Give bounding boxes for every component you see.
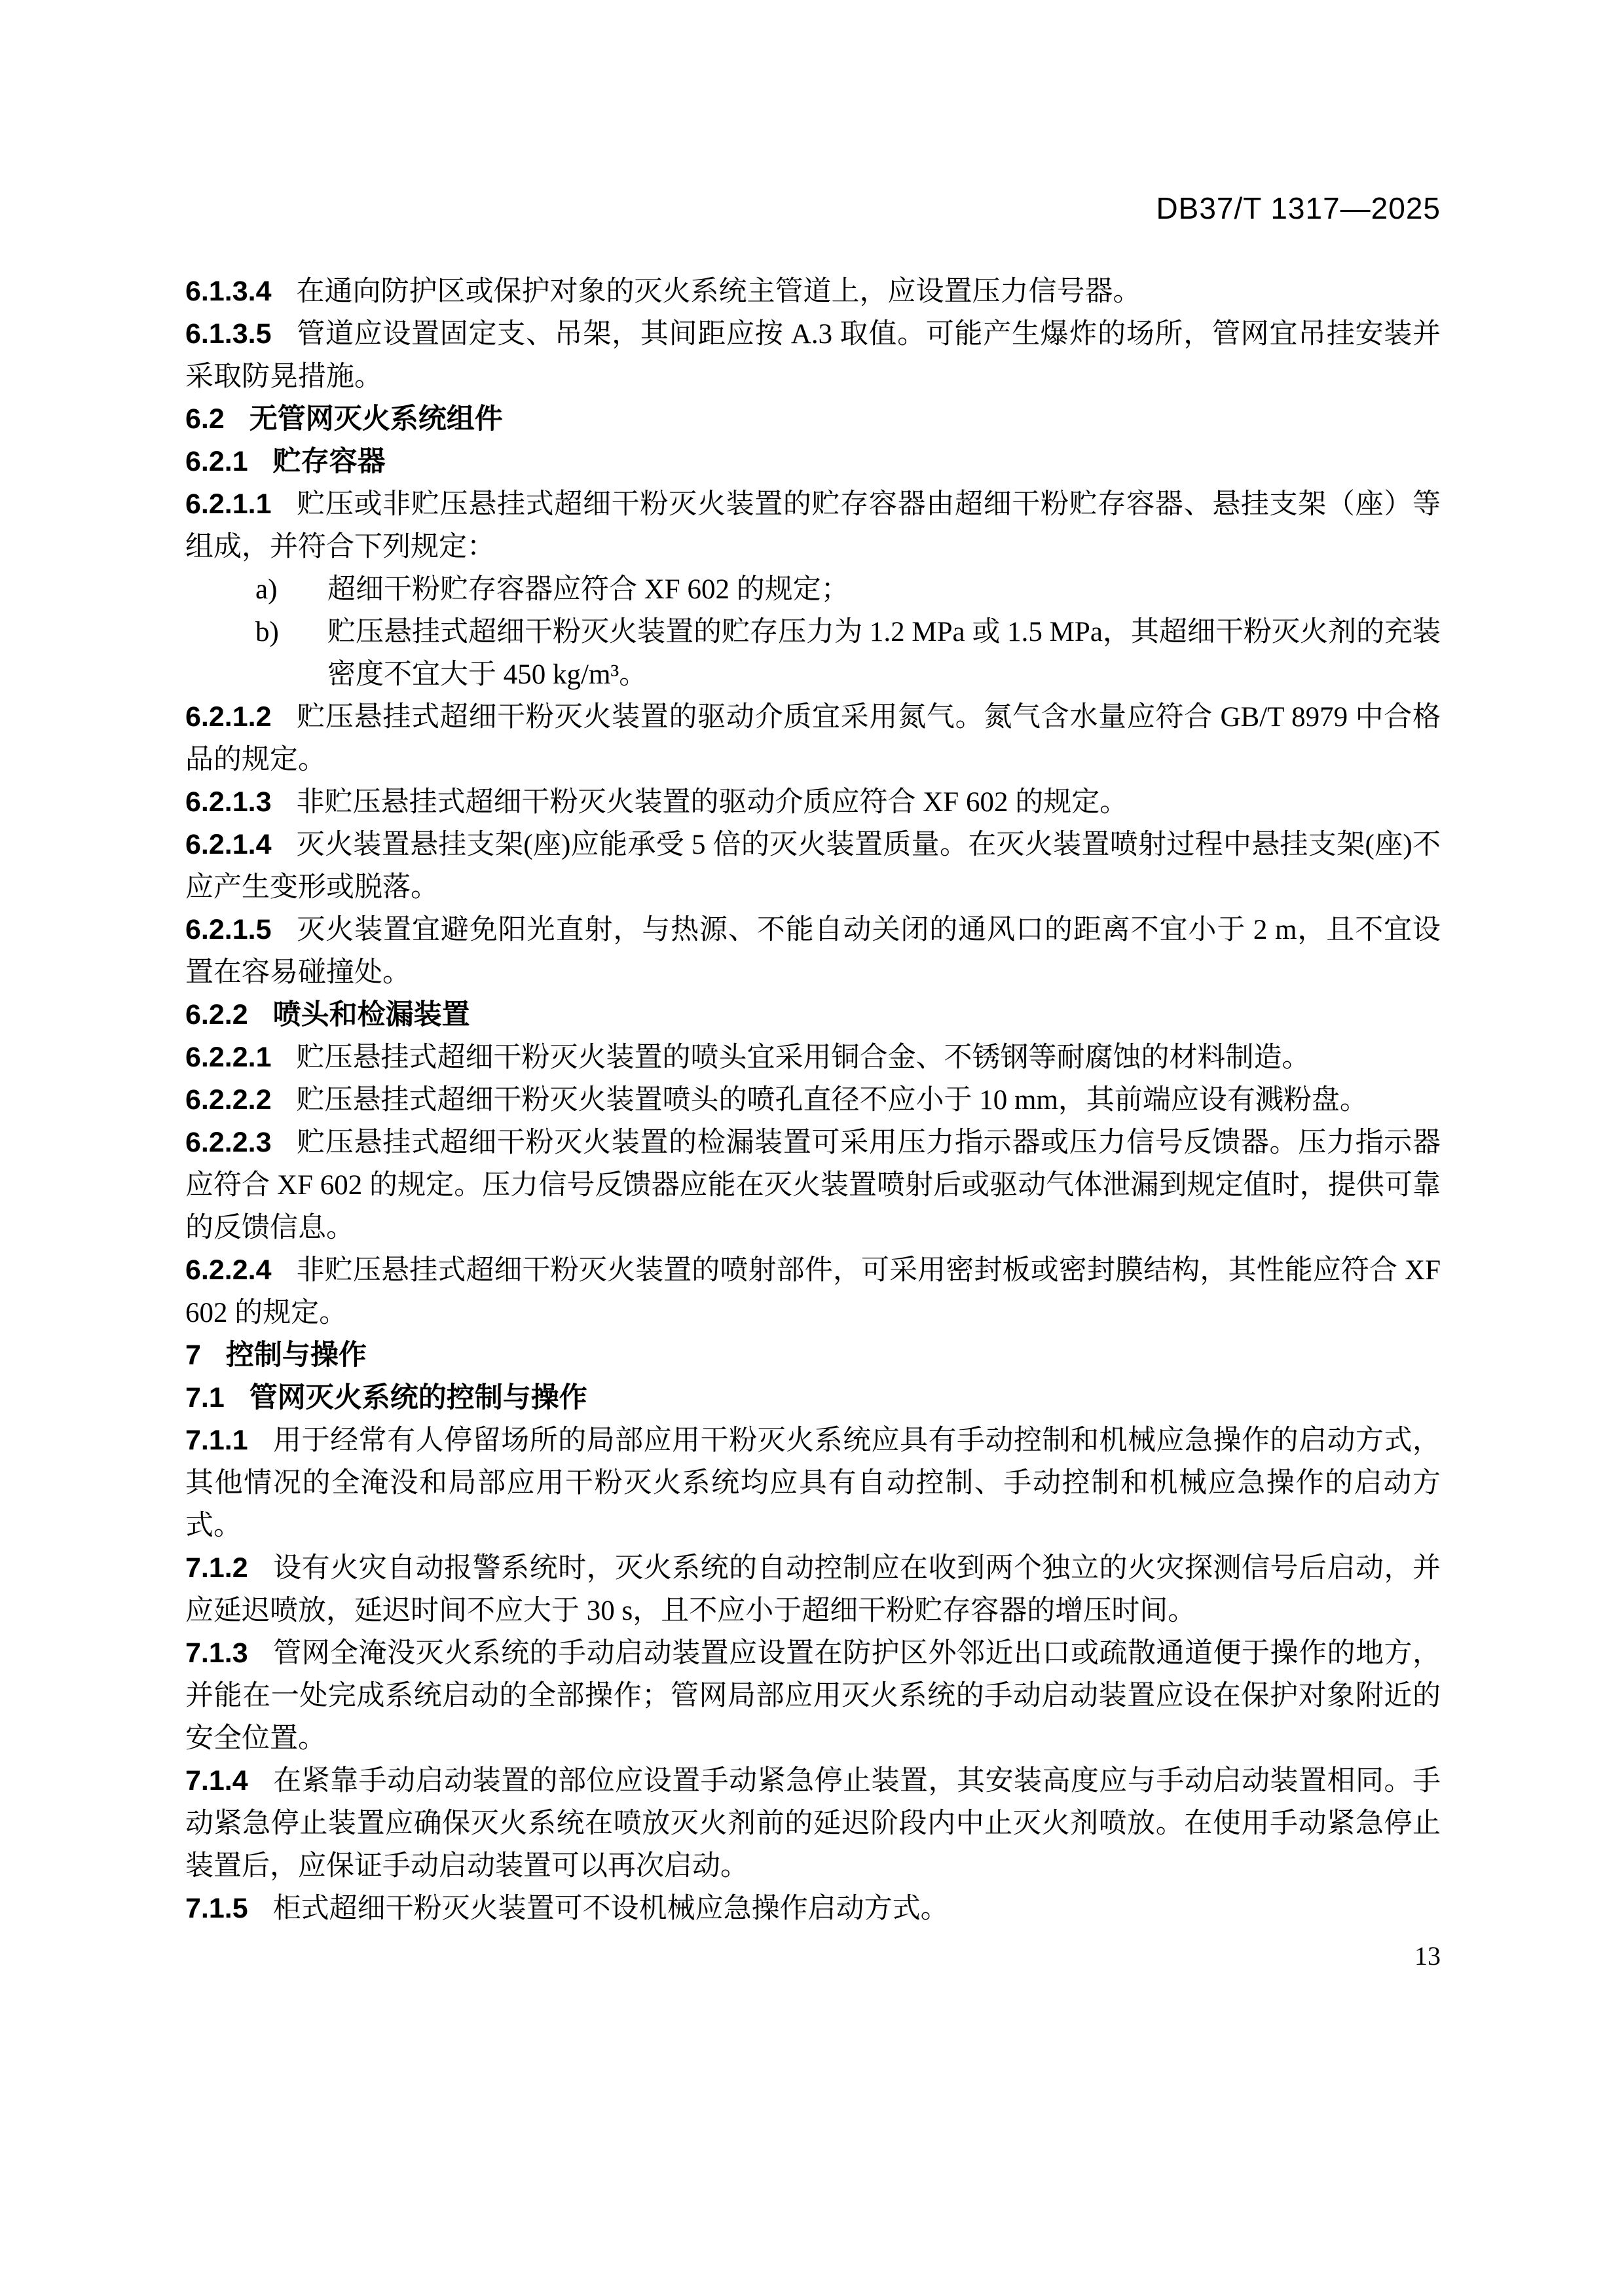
clause-text: 管道应设置固定支、吊架，其间距应按 A.3 取值。可能产生爆炸的场所，管网宜吊挂安装并采取防晃措施。 — [185, 319, 1441, 392]
clause-number: 6.2.2.4 — [185, 1254, 272, 1286]
clause-number: 6.2.2.1 — [185, 1042, 272, 1073]
doc-code: DB37/T 1317—2025 — [1156, 191, 1441, 225]
heading-number: 6.2.2 — [185, 999, 248, 1030]
clause-text: 管网全淹没灭火系统的手动启动装置应设置在防护区外邻近出口或疏散通道便于操作的地方，并能在一处完成系统启动的全部操作；管网局部应用灭火系统的手动启动装置应设在保护对象附近的安全位置。 — [185, 1638, 1441, 1754]
clause-6.1.3.5 — [185, 313, 1441, 398]
clause-text: 用于经常有人停留场所的局部应用干粉灭火系统应具有手动控制和机械应急操作的启动方式，其他情况的全淹没和局部应用干粉灭火系统均应具有自动控制、手动控制和机械应急操作的启动方式。 — [185, 1425, 1441, 1541]
clause-number: 6.2.2.3 — [185, 1127, 272, 1158]
heading-text: 控制与操作 — [225, 1339, 367, 1371]
clause-text: 贮压悬挂式超细干粉灭火装置的检漏装置可采用压力指示器或压力信号反馈器。压力指示器应符合 XF 602 的规定。压力信号反馈器应能在灭火装置喷射后或驱动气体泄漏到规定值时，提供可靠的反馈信息。 — [185, 1127, 1441, 1243]
page-number: 13 — [1414, 1941, 1441, 1971]
clause-7.1.3 — [185, 1632, 1441, 1760]
clause-number: 7.1.5 — [185, 1893, 248, 1924]
clause-number: 6.2.1.4 — [185, 829, 272, 860]
clause-7.1.2 — [185, 1547, 1441, 1632]
heading-6.2 — [185, 398, 1441, 441]
clause-number: 6.2.1.3 — [185, 786, 272, 818]
list-item-b — [185, 611, 1441, 696]
heading-text: 管网灭火系统的控制与操作 — [249, 1382, 587, 1413]
clause-6.2.1.2 — [185, 696, 1441, 781]
heading-number: 7 — [185, 1339, 201, 1371]
clause-7.1.1 — [185, 1419, 1441, 1547]
heading-text: 喷头和检漏装置 — [272, 999, 470, 1030]
clause-number: 6.2.2.2 — [185, 1084, 272, 1116]
clause-6.1.3.4 — [185, 270, 1441, 313]
heading-number: 7.1 — [185, 1382, 225, 1413]
clause-number: 7.1.4 — [185, 1765, 248, 1796]
list-marker: b) — [255, 617, 279, 647]
clause-6.2.1.1 — [185, 483, 1441, 568]
clause-text: 柜式超细干粉灭火装置可不设机械应急操作启动方式。 — [272, 1893, 949, 1924]
clause-6.2.2.3 — [185, 1121, 1441, 1249]
clause-7.1.4 — [185, 1760, 1441, 1887]
list-text: 超细干粉贮存容器应符合 XF 602 的规定； — [327, 574, 849, 605]
clause-number: 6.2.1.2 — [185, 701, 272, 733]
heading-number: 6.2 — [185, 403, 225, 435]
clause-text: 非贮压悬挂式超细干粉灭火装置的驱动介质应符合 XF 602 的规定。 — [296, 787, 1128, 818]
clause-number: 6.2.1.1 — [185, 488, 272, 520]
heading-text: 无管网灭火系统组件 — [249, 403, 503, 435]
clause-6.2.1.5 — [185, 909, 1441, 994]
clause-number: 6.1.3.4 — [185, 276, 272, 307]
clause-number: 6.1.3.5 — [185, 318, 272, 350]
clause-text: 贮压悬挂式超细干粉灭火装置的驱动介质宜采用氮气。氮气含水量应符合 GB/T 8979 中合格品的规定。 — [185, 702, 1441, 775]
list-item-a — [185, 568, 1441, 611]
heading-number: 6.2.1 — [185, 446, 248, 477]
heading-7 — [185, 1334, 1441, 1377]
clause-text: 在紧靠手动启动装置的部位应设置手动紧急停止装置，其安装高度应与手动启动装置相同。手动紧急停止装置应确保灭火系统在喷放灭火剂前的延迟阶段内中止灭火剂喷放。在使用手动紧急停止装置后，应保证手动启动装置可以再次启动。 — [185, 1766, 1441, 1882]
clause-text: 非贮压悬挂式超细干粉灭火装置的喷射部件，可采用密封板或密封膜结构，其性能应符合 XF 602 的规定。 — [185, 1255, 1441, 1328]
list-marker: a) — [255, 574, 278, 605]
clause-number: 7.1.2 — [185, 1552, 248, 1584]
clause-number: 7.1.3 — [185, 1637, 248, 1669]
heading-7.1 — [185, 1377, 1441, 1419]
clause-number: 6.2.1.5 — [185, 914, 272, 945]
clause-text: 设有火灾自动报警系统时，灭火系统的自动控制应在收到两个独立的火灾探测信号后启动，并应延迟喷放，延迟时间不应大于 30 s，且不应小于超细干粉贮存容器的增压时间。 — [185, 1553, 1441, 1626]
clause-7.1.5 — [185, 1887, 1441, 1930]
heading-6.2.2 — [185, 994, 1441, 1036]
clause-text: 在通向防护区或保护对象的灭火系统主管道上，应设置压力信号器。 — [296, 276, 1141, 307]
clause-text: 灭火装置宜避免阳光直射，与热源、不能自动关闭的通风口的距离不宜小于 2 m，且不宜设置在容易碰撞处。 — [185, 915, 1441, 988]
document-body — [185, 270, 1441, 1930]
clause-text: 贮压悬挂式超细干粉灭火装置喷头的喷孔直径不应小于 10 mm，其前端应设有溅粉盘。 — [296, 1085, 1368, 1116]
clause-number: 7.1.1 — [185, 1425, 248, 1456]
clause-6.2.1.3 — [185, 781, 1441, 824]
clause-text: 贮压悬挂式超细干粉灭火装置的喷头宜采用铜合金、不锈钢等耐腐蚀的材料制造。 — [296, 1042, 1310, 1073]
clause-6.2.2.1 — [185, 1036, 1441, 1079]
clause-text: 灭火装置悬挂支架(座)应能承受 5 倍的灭火装置质量。在灭火装置喷射过程中悬挂支架(座)不应产生变形或脱落。 — [185, 829, 1441, 903]
clause-6.2.1.4 — [185, 824, 1441, 909]
clause-text: 贮压或非贮压悬挂式超细干粉灭火装置的贮存容器由超细干粉贮存容器、悬挂支架（座）等组成，并符合下列规定： — [185, 489, 1441, 562]
heading-text: 贮存容器 — [272, 446, 386, 477]
clause-6.2.2.2 — [185, 1079, 1441, 1121]
list-text: 贮压悬挂式超细干粉灭火装置的贮存压力为 1.2 MPa 或 1.5 MPa，其超细干粉灭火剂的充装密度不宜大于 450 kg/m³。 — [327, 617, 1441, 690]
clause-6.2.2.4 — [185, 1249, 1441, 1334]
heading-6.2.1 — [185, 441, 1441, 483]
